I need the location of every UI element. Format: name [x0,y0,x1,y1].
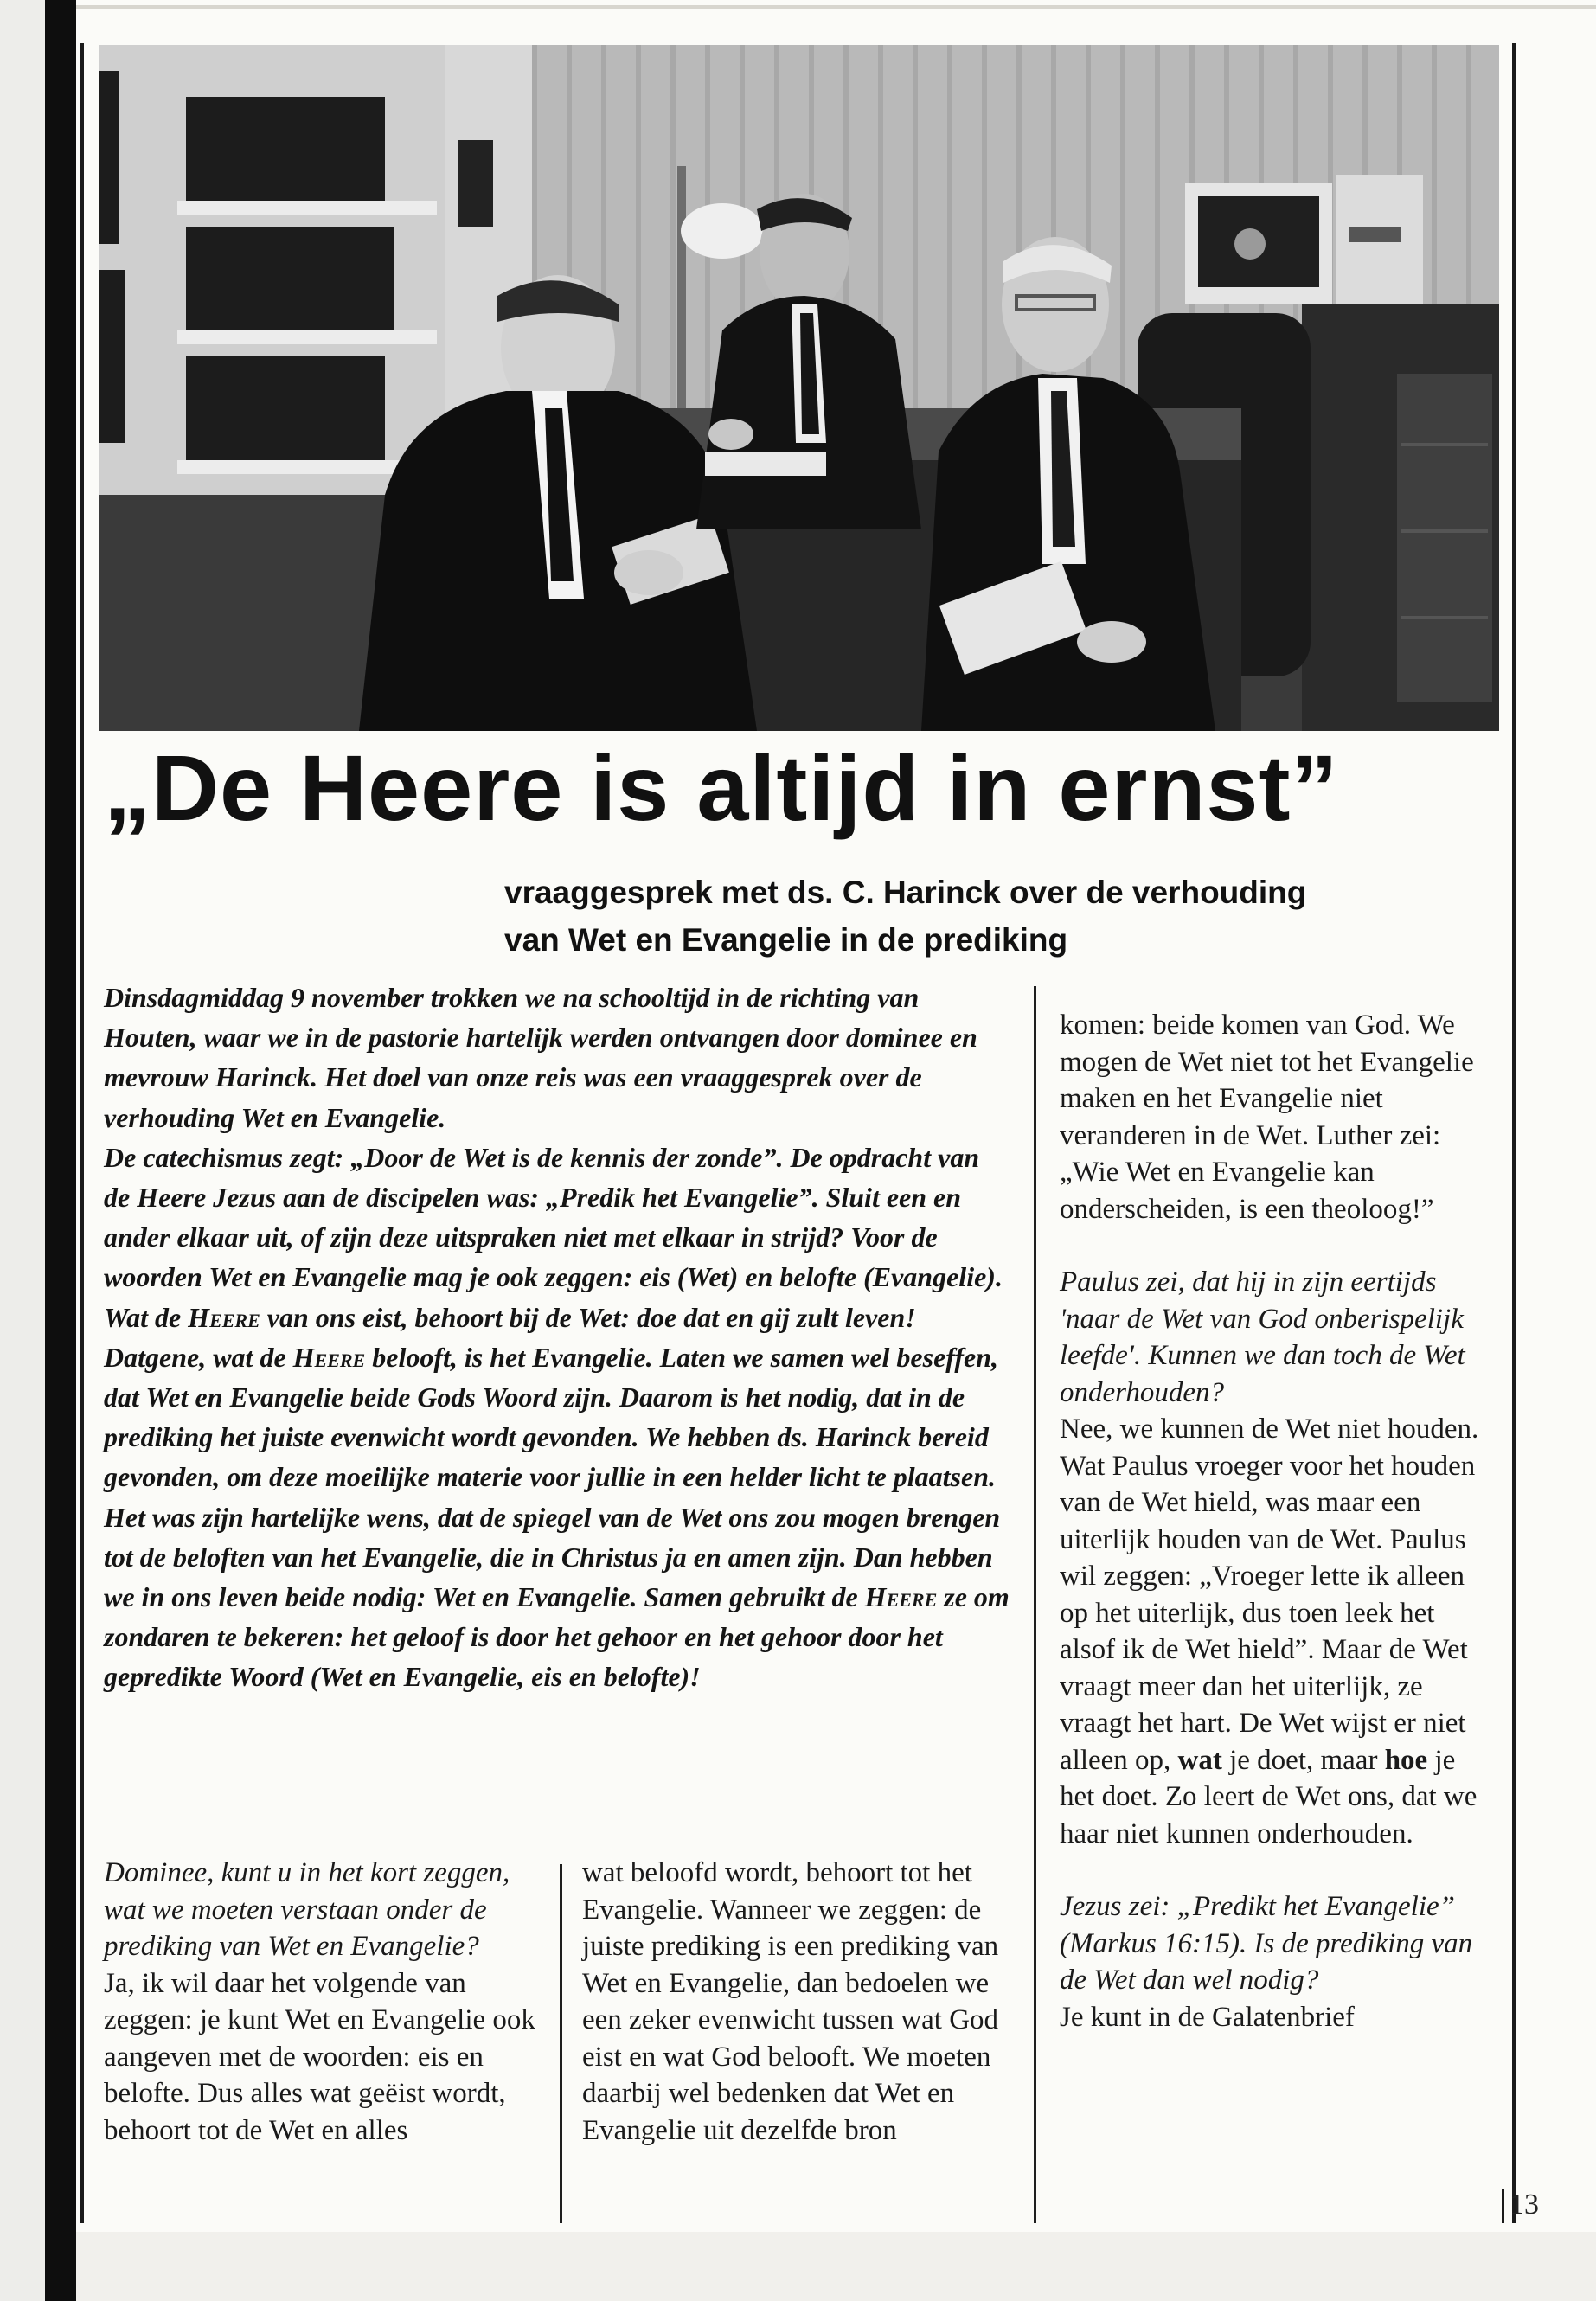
right-border-rule [1512,43,1516,2223]
page-number-rule [1502,2189,1504,2223]
photo-three-men-icon [99,45,1499,731]
answer-3: Je kunt in de Galatenbrief [1060,2001,1355,2033]
article-intro [104,977,1012,1697]
article-title: „De Heere is altijd in ernst” [104,735,1339,840]
article-subtitle [504,868,1499,964]
emphasis-hoe: hoe [1384,1744,1428,1776]
answer-1: Ja, ik wil daar het volgende van zeggen: je kunt Wet en Evangelie ook aangeven met de woorden: eis en belofte. Dus alles wat geëist wordt, behoort tot de Wet en alles [104,1967,535,2146]
intro-paragraph-2 [104,1138,1012,1697]
column-rule-right [1034,986,1036,2223]
question-3: Jezus zei: „Predikt het Evangelie” (Markus 16:15). Is de prediking van de Wet dan wel nodig? [1060,1891,1473,1996]
article-photo [99,45,1499,731]
answer-1-continued: wat beloofd wordt, behoort tot het Evangelie. Wanneer we zeggen: de juiste prediking is een prediking van Wet en Evangelie, dan bedoelen we een zeker evenwicht tussen wat God eist en wat God belooft. We moeten daarbij wel bedenken dat Wet en Evangelie uit dezelfde bron [582,1857,999,2146]
answer-2-text: Nee, we kunnen de Wet niet houden. Wat Paulus vroeger voor het houden van de Wet hield, was maar een uiterlijk houden van de Wet. Paulus wil zeggen: „Vroeger lette ik alleen op het uiterlijk, dus toen leek het alsof ik de Wet hield”. Maar de Wet vraagt meer dan het uiterlijk, ze vraagt het hart. De Wet wijst er niet alleen op, [1060,1413,1479,1776]
answer-1-end: komen: beide komen van God. We mogen de Wet niet tot het Evangelie maken en het Evangelie niet veranderen in de Wet. Luther zei: „Wie Wet en Evangelie kan onderscheiden, is een theoloog!” [1060,1009,1474,1225]
heere-small-caps: Heere [292,1341,366,1373]
emphasis-wat: wat [1177,1744,1222,1776]
answer-2-text: je het doet. Zo leert de Wet ons, dat we haar niet kunnen onderhouden. [1060,1744,1477,1849]
bottom-margin [76,2232,1596,2301]
column-2 [582,1855,1015,2149]
answer-2 [1060,1411,1497,1852]
question-1: Dominee, kunt u in het kort zeggen, wat we moeten verstaan onder de prediking van Wet en Evangelie? [104,1857,510,1962]
column-rule-middle [560,1864,562,2223]
intro-text: belooft, is het Evangelie. Laten we samen wel beseffen, dat Wet en Evangelie beide Gods Woord zijn. Daarom is het nodig, dat in de prediking het juiste evenwicht wordt gevonden. We hebben ds. Harinck bereid gevonden, om deze moeilijke materie voor jullie in een helder licht te plaatsen. Het was zijn hartelijke wens, dat de spiegel van de Wet ons zou mogen brengen tot de beloften van het Evangelie, die in Christus ja en amen zijn. Dan hebben we in ons leven beide nodig: Wet en Evangelie. Samen gebruikt de [104,1341,1001,1613]
left-border-rule [80,43,84,2223]
intro-text: van ons eist, behoort bij de Wet: doe dat en gij zult leven! Datgene, wat de [104,1301,916,1373]
binding-shadow [45,0,76,2301]
column-1 [104,1855,545,2149]
intro-paragraph-1: Dinsdagmiddag 9 november trokken we na schooltijd in de richting van Houten, waar we in de pastorie hartelijk werden ontvangen door dominee en mevrouw Harinck. Het doel van onze reis was een vraaggesprek over de verhouding Wet en Evangelie. [104,982,977,1133]
subtitle-line-2: van Wet en Evangelie in de prediking [504,922,1068,958]
top-edge-line [76,5,1596,9]
intro-text: ze om zondaren te bekeren: het geloof is door het gehoor en het gehoor door het gepredikte Woord (Wet en Evangelie, eis en belofte)! [104,1581,1010,1693]
answer-2-text: je doet, maar [1221,1744,1385,1776]
paragraph-gap [1060,1227,1497,1264]
subtitle-line-1: vraaggesprek met ds. C. Harinck over de verhouding [504,875,1307,910]
page-number: 13 [1509,2189,1539,2221]
paragraph-gap [1060,1852,1497,1888]
heere-small-caps: Heere [864,1581,938,1613]
heere-small-caps: Heere [188,1301,260,1333]
column-3 [1060,1007,1497,2035]
intro-text: De catechismus zegt: „Door de Wet is de kennis der zonde”. De opdracht van de Heere Jezus aan de discipelen was: „Predik het Evangelie”. Sluit een en ander elkaar uit, of zijn deze uitspraken niet met elkaar in strijd? Voor de woorden Wet en Evangelie mag je ook zeggen: eis (Wet) en belofte (Evangelie). Wat de [104,1141,1003,1333]
question-2: Paulus zei, dat hij in zijn eertijds 'naar de Wet van God onberispelijk leefde'. Kunnen we dan toch de Wet onderhouden? [1060,1266,1465,1408]
